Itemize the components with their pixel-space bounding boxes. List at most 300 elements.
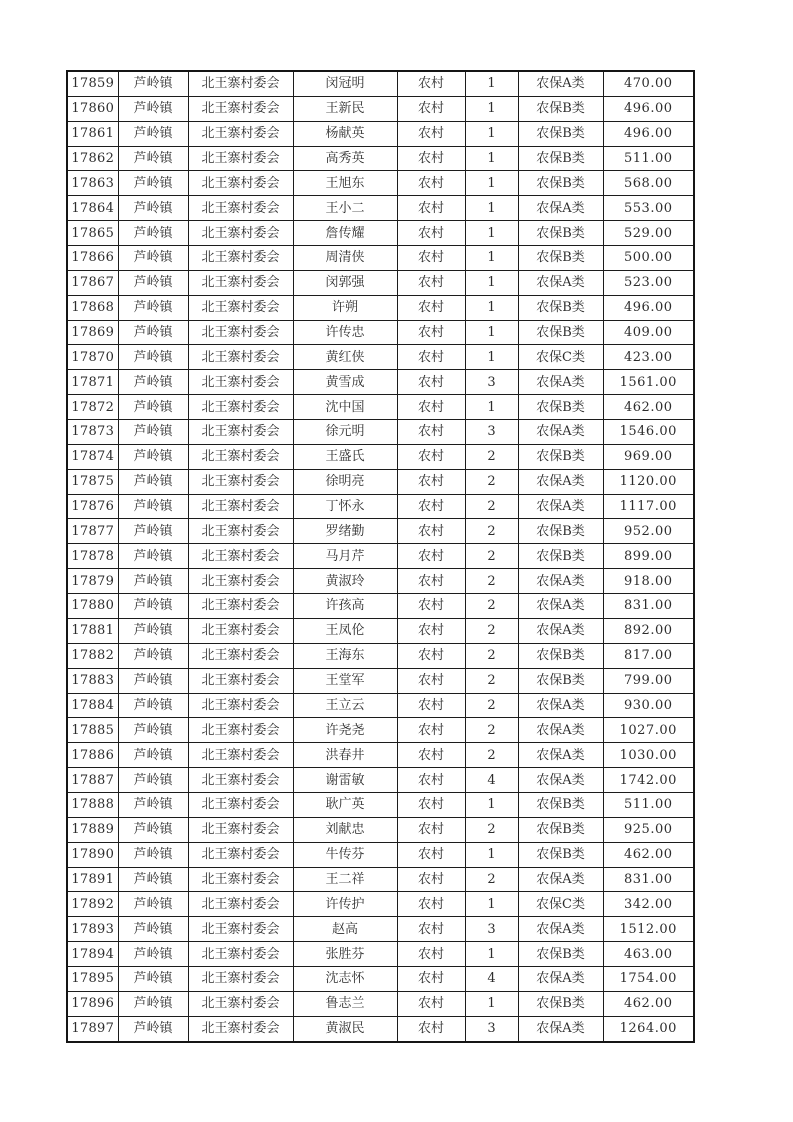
cell-serial: 17870 bbox=[67, 345, 118, 370]
cell-name: 黄雪成 bbox=[293, 370, 397, 395]
cell-village: 北王寨村委会 bbox=[188, 370, 293, 395]
table-body bbox=[67, 71, 694, 1042]
cell-village: 北王寨村委会 bbox=[188, 817, 293, 842]
cell-village: 北王寨村委会 bbox=[188, 146, 293, 171]
table-row bbox=[67, 892, 694, 917]
cell-name: 马月芹 bbox=[293, 544, 397, 569]
cell-town: 芦岭镇 bbox=[118, 494, 188, 519]
cell-count: 2 bbox=[465, 469, 518, 494]
cell-category: 农保B类 bbox=[518, 121, 603, 146]
cell-amount: 1512.00 bbox=[603, 917, 694, 942]
table-row bbox=[67, 792, 694, 817]
cell-name: 王二祥 bbox=[293, 867, 397, 892]
cell-type: 农村 bbox=[397, 668, 465, 693]
cell-town: 芦岭镇 bbox=[118, 693, 188, 718]
cell-type: 农村 bbox=[397, 71, 465, 96]
cell-count: 2 bbox=[465, 718, 518, 743]
table-row bbox=[67, 469, 694, 494]
cell-count: 2 bbox=[465, 618, 518, 643]
cell-category: 农保A类 bbox=[518, 718, 603, 743]
table-row bbox=[67, 196, 694, 221]
table-row bbox=[67, 643, 694, 668]
cell-type: 农村 bbox=[397, 444, 465, 469]
cell-count: 2 bbox=[465, 817, 518, 842]
cell-town: 芦岭镇 bbox=[118, 643, 188, 668]
cell-name: 许传护 bbox=[293, 892, 397, 917]
cell-amount: 1264.00 bbox=[603, 1016, 694, 1042]
cell-type: 农村 bbox=[397, 718, 465, 743]
cell-town: 芦岭镇 bbox=[118, 817, 188, 842]
cell-amount: 952.00 bbox=[603, 519, 694, 544]
cell-count: 3 bbox=[465, 370, 518, 395]
cell-category: 农保A类 bbox=[518, 768, 603, 793]
benefits-roster-table bbox=[66, 70, 695, 1043]
cell-amount: 892.00 bbox=[603, 618, 694, 643]
cell-type: 农村 bbox=[397, 171, 465, 196]
table-row bbox=[67, 444, 694, 469]
cell-village: 北王寨村委会 bbox=[188, 991, 293, 1016]
cell-amount: 1117.00 bbox=[603, 494, 694, 519]
cell-serial: 17889 bbox=[67, 817, 118, 842]
cell-name: 许孩高 bbox=[293, 594, 397, 619]
table-row bbox=[67, 420, 694, 445]
cell-town: 芦岭镇 bbox=[118, 792, 188, 817]
cell-count: 1 bbox=[465, 395, 518, 420]
cell-serial: 17874 bbox=[67, 444, 118, 469]
cell-name: 詹传耀 bbox=[293, 221, 397, 246]
table-row bbox=[67, 768, 694, 793]
cell-village: 北王寨村委会 bbox=[188, 594, 293, 619]
cell-category: 农保B类 bbox=[518, 668, 603, 693]
cell-name: 沈中国 bbox=[293, 395, 397, 420]
cell-town: 芦岭镇 bbox=[118, 991, 188, 1016]
cell-type: 农村 bbox=[397, 370, 465, 395]
cell-name: 王凤伦 bbox=[293, 618, 397, 643]
cell-town: 芦岭镇 bbox=[118, 420, 188, 445]
cell-amount: 1561.00 bbox=[603, 370, 694, 395]
table-row bbox=[67, 693, 694, 718]
cell-village: 北王寨村委会 bbox=[188, 295, 293, 320]
cell-village: 北王寨村委会 bbox=[188, 494, 293, 519]
cell-count: 1 bbox=[465, 320, 518, 345]
cell-count: 2 bbox=[465, 444, 518, 469]
table-row bbox=[67, 345, 694, 370]
cell-type: 农村 bbox=[397, 146, 465, 171]
cell-name: 鲁志兰 bbox=[293, 991, 397, 1016]
cell-serial: 17886 bbox=[67, 743, 118, 768]
cell-category: 农保B类 bbox=[518, 792, 603, 817]
cell-category: 农保B类 bbox=[518, 817, 603, 842]
cell-category: 农保A类 bbox=[518, 370, 603, 395]
cell-town: 芦岭镇 bbox=[118, 71, 188, 96]
cell-name: 周清侠 bbox=[293, 246, 397, 271]
cell-name: 黄淑民 bbox=[293, 1016, 397, 1042]
cell-serial: 17882 bbox=[67, 643, 118, 668]
cell-amount: 831.00 bbox=[603, 867, 694, 892]
cell-count: 1 bbox=[465, 295, 518, 320]
cell-count: 1 bbox=[465, 270, 518, 295]
cell-village: 北王寨村委会 bbox=[188, 917, 293, 942]
cell-town: 芦岭镇 bbox=[118, 917, 188, 942]
cell-village: 北王寨村委会 bbox=[188, 196, 293, 221]
cell-type: 农村 bbox=[397, 842, 465, 867]
cell-amount: 500.00 bbox=[603, 246, 694, 271]
cell-name: 闵冠明 bbox=[293, 71, 397, 96]
cell-type: 农村 bbox=[397, 121, 465, 146]
cell-serial: 17864 bbox=[67, 196, 118, 221]
cell-category: 农保A类 bbox=[518, 743, 603, 768]
cell-town: 芦岭镇 bbox=[118, 96, 188, 121]
cell-type: 农村 bbox=[397, 743, 465, 768]
cell-category: 农保B类 bbox=[518, 246, 603, 271]
cell-count: 1 bbox=[465, 171, 518, 196]
cell-serial: 17877 bbox=[67, 519, 118, 544]
cell-amount: 918.00 bbox=[603, 569, 694, 594]
cell-village: 北王寨村委会 bbox=[188, 71, 293, 96]
cell-serial: 17880 bbox=[67, 594, 118, 619]
cell-category: 农保C类 bbox=[518, 345, 603, 370]
cell-village: 北王寨村委会 bbox=[188, 444, 293, 469]
cell-type: 农村 bbox=[397, 942, 465, 967]
cell-name: 耿广英 bbox=[293, 792, 397, 817]
cell-serial: 17869 bbox=[67, 320, 118, 345]
cell-amount: 1546.00 bbox=[603, 420, 694, 445]
table-row bbox=[67, 867, 694, 892]
cell-serial: 17871 bbox=[67, 370, 118, 395]
cell-type: 农村 bbox=[397, 295, 465, 320]
cell-category: 农保B类 bbox=[518, 544, 603, 569]
cell-town: 芦岭镇 bbox=[118, 121, 188, 146]
cell-category: 农保B类 bbox=[518, 842, 603, 867]
cell-type: 农村 bbox=[397, 270, 465, 295]
cell-serial: 17893 bbox=[67, 917, 118, 942]
cell-name: 赵高 bbox=[293, 917, 397, 942]
cell-type: 农村 bbox=[397, 420, 465, 445]
cell-count: 1 bbox=[465, 942, 518, 967]
cell-village: 北王寨村委会 bbox=[188, 618, 293, 643]
cell-village: 北王寨村委会 bbox=[188, 743, 293, 768]
cell-town: 芦岭镇 bbox=[118, 718, 188, 743]
cell-amount: 568.00 bbox=[603, 171, 694, 196]
table-row bbox=[67, 594, 694, 619]
cell-amount: 496.00 bbox=[603, 295, 694, 320]
cell-category: 农保B类 bbox=[518, 171, 603, 196]
cell-type: 农村 bbox=[397, 594, 465, 619]
table-row bbox=[67, 494, 694, 519]
cell-type: 农村 bbox=[397, 867, 465, 892]
cell-town: 芦岭镇 bbox=[118, 966, 188, 991]
cell-serial: 17868 bbox=[67, 295, 118, 320]
cell-category: 农保B类 bbox=[518, 146, 603, 171]
table-row bbox=[67, 569, 694, 594]
cell-village: 北王寨村委会 bbox=[188, 966, 293, 991]
cell-category: 农保B类 bbox=[518, 395, 603, 420]
cell-amount: 409.00 bbox=[603, 320, 694, 345]
cell-category: 农保A类 bbox=[518, 693, 603, 718]
cell-village: 北王寨村委会 bbox=[188, 867, 293, 892]
cell-village: 北王寨村委会 bbox=[188, 768, 293, 793]
cell-town: 芦岭镇 bbox=[118, 196, 188, 221]
cell-village: 北王寨村委会 bbox=[188, 569, 293, 594]
cell-village: 北王寨村委会 bbox=[188, 96, 293, 121]
cell-amount: 470.00 bbox=[603, 71, 694, 96]
cell-name: 王小二 bbox=[293, 196, 397, 221]
cell-village: 北王寨村委会 bbox=[188, 320, 293, 345]
cell-name: 许尧尧 bbox=[293, 718, 397, 743]
cell-serial: 17860 bbox=[67, 96, 118, 121]
cell-town: 芦岭镇 bbox=[118, 246, 188, 271]
cell-serial: 17862 bbox=[67, 146, 118, 171]
cell-name: 徐元明 bbox=[293, 420, 397, 445]
cell-town: 芦岭镇 bbox=[118, 519, 188, 544]
table-row bbox=[67, 942, 694, 967]
cell-type: 农村 bbox=[397, 96, 465, 121]
cell-serial: 17863 bbox=[67, 171, 118, 196]
cell-serial: 17873 bbox=[67, 420, 118, 445]
cell-type: 农村 bbox=[397, 917, 465, 942]
cell-village: 北王寨村委会 bbox=[188, 643, 293, 668]
table-row bbox=[67, 270, 694, 295]
cell-name: 罗绪勤 bbox=[293, 519, 397, 544]
table-row bbox=[67, 221, 694, 246]
table-row bbox=[67, 668, 694, 693]
cell-type: 农村 bbox=[397, 1016, 465, 1042]
cell-serial: 17892 bbox=[67, 892, 118, 917]
cell-name: 徐明亮 bbox=[293, 469, 397, 494]
cell-serial: 17894 bbox=[67, 942, 118, 967]
table-row bbox=[67, 544, 694, 569]
table-row bbox=[67, 618, 694, 643]
cell-name: 丁怀永 bbox=[293, 494, 397, 519]
cell-type: 农村 bbox=[397, 817, 465, 842]
cell-serial: 17861 bbox=[67, 121, 118, 146]
cell-serial: 17875 bbox=[67, 469, 118, 494]
cell-count: 1 bbox=[465, 221, 518, 246]
cell-town: 芦岭镇 bbox=[118, 942, 188, 967]
cell-town: 芦岭镇 bbox=[118, 345, 188, 370]
cell-count: 1 bbox=[465, 345, 518, 370]
cell-amount: 511.00 bbox=[603, 146, 694, 171]
cell-category: 农保A类 bbox=[518, 270, 603, 295]
cell-count: 2 bbox=[465, 643, 518, 668]
cell-village: 北王寨村委会 bbox=[188, 345, 293, 370]
cell-type: 农村 bbox=[397, 768, 465, 793]
cell-town: 芦岭镇 bbox=[118, 221, 188, 246]
table-row bbox=[67, 121, 694, 146]
table-row bbox=[67, 842, 694, 867]
cell-count: 2 bbox=[465, 743, 518, 768]
cell-count: 2 bbox=[465, 494, 518, 519]
cell-town: 芦岭镇 bbox=[118, 469, 188, 494]
cell-serial: 17878 bbox=[67, 544, 118, 569]
cell-village: 北王寨村委会 bbox=[188, 395, 293, 420]
cell-count: 1 bbox=[465, 96, 518, 121]
cell-village: 北王寨村委会 bbox=[188, 718, 293, 743]
cell-village: 北王寨村委会 bbox=[188, 221, 293, 246]
cell-serial: 17867 bbox=[67, 270, 118, 295]
cell-name: 王旭东 bbox=[293, 171, 397, 196]
cell-town: 芦岭镇 bbox=[118, 668, 188, 693]
cell-town: 芦岭镇 bbox=[118, 171, 188, 196]
cell-village: 北王寨村委会 bbox=[188, 693, 293, 718]
cell-category: 农保A类 bbox=[518, 618, 603, 643]
cell-village: 北王寨村委会 bbox=[188, 121, 293, 146]
cell-village: 北王寨村委会 bbox=[188, 519, 293, 544]
cell-type: 农村 bbox=[397, 693, 465, 718]
table-row bbox=[67, 320, 694, 345]
cell-amount: 462.00 bbox=[603, 395, 694, 420]
cell-category: 农保B类 bbox=[518, 96, 603, 121]
cell-type: 农村 bbox=[397, 395, 465, 420]
cell-amount: 529.00 bbox=[603, 221, 694, 246]
cell-category: 农保B类 bbox=[518, 991, 603, 1016]
cell-type: 农村 bbox=[397, 519, 465, 544]
cell-village: 北王寨村委会 bbox=[188, 942, 293, 967]
cell-town: 芦岭镇 bbox=[118, 842, 188, 867]
cell-count: 2 bbox=[465, 544, 518, 569]
table-row bbox=[67, 370, 694, 395]
cell-serial: 17865 bbox=[67, 221, 118, 246]
cell-amount: 1742.00 bbox=[603, 768, 694, 793]
cell-town: 芦岭镇 bbox=[118, 743, 188, 768]
cell-name: 许传忠 bbox=[293, 320, 397, 345]
table-row bbox=[67, 917, 694, 942]
cell-town: 芦岭镇 bbox=[118, 295, 188, 320]
cell-name: 许朔 bbox=[293, 295, 397, 320]
cell-name: 黄淑玲 bbox=[293, 569, 397, 594]
cell-name: 高秀英 bbox=[293, 146, 397, 171]
cell-amount: 930.00 bbox=[603, 693, 694, 718]
cell-type: 农村 bbox=[397, 469, 465, 494]
cell-category: 农保A类 bbox=[518, 494, 603, 519]
cell-count: 3 bbox=[465, 420, 518, 445]
table-row bbox=[67, 991, 694, 1016]
table-row bbox=[67, 295, 694, 320]
cell-town: 芦岭镇 bbox=[118, 867, 188, 892]
cell-count: 1 bbox=[465, 842, 518, 867]
cell-serial: 17866 bbox=[67, 246, 118, 271]
cell-count: 3 bbox=[465, 917, 518, 942]
table-row bbox=[67, 96, 694, 121]
cell-category: 农保A类 bbox=[518, 196, 603, 221]
cell-village: 北王寨村委会 bbox=[188, 668, 293, 693]
cell-count: 3 bbox=[465, 1016, 518, 1042]
cell-village: 北王寨村委会 bbox=[188, 792, 293, 817]
cell-amount: 1754.00 bbox=[603, 966, 694, 991]
cell-town: 芦岭镇 bbox=[118, 569, 188, 594]
table-row bbox=[67, 171, 694, 196]
cell-amount: 1030.00 bbox=[603, 743, 694, 768]
cell-type: 农村 bbox=[397, 618, 465, 643]
cell-count: 1 bbox=[465, 246, 518, 271]
cell-count: 1 bbox=[465, 892, 518, 917]
cell-name: 闵郭强 bbox=[293, 270, 397, 295]
cell-category: 农保B类 bbox=[518, 320, 603, 345]
cell-town: 芦岭镇 bbox=[118, 594, 188, 619]
cell-category: 农保A类 bbox=[518, 867, 603, 892]
cell-type: 农村 bbox=[397, 345, 465, 370]
cell-count: 2 bbox=[465, 693, 518, 718]
cell-category: 农保B类 bbox=[518, 221, 603, 246]
cell-name: 沈志怀 bbox=[293, 966, 397, 991]
cell-amount: 496.00 bbox=[603, 96, 694, 121]
cell-amount: 969.00 bbox=[603, 444, 694, 469]
cell-count: 2 bbox=[465, 569, 518, 594]
cell-serial: 17888 bbox=[67, 792, 118, 817]
cell-name: 王立云 bbox=[293, 693, 397, 718]
cell-amount: 553.00 bbox=[603, 196, 694, 221]
cell-town: 芦岭镇 bbox=[118, 1016, 188, 1042]
cell-serial: 17897 bbox=[67, 1016, 118, 1042]
cell-town: 芦岭镇 bbox=[118, 395, 188, 420]
cell-name: 杨献英 bbox=[293, 121, 397, 146]
cell-count: 4 bbox=[465, 768, 518, 793]
cell-amount: 496.00 bbox=[603, 121, 694, 146]
table-row bbox=[67, 966, 694, 991]
cell-amount: 817.00 bbox=[603, 643, 694, 668]
cell-serial: 17895 bbox=[67, 966, 118, 991]
cell-amount: 1120.00 bbox=[603, 469, 694, 494]
cell-name: 刘献忠 bbox=[293, 817, 397, 842]
cell-serial: 17879 bbox=[67, 569, 118, 594]
cell-town: 芦岭镇 bbox=[118, 892, 188, 917]
table-row bbox=[67, 71, 694, 96]
table-row bbox=[67, 246, 694, 271]
cell-category: 农保A类 bbox=[518, 917, 603, 942]
cell-category: 农保A类 bbox=[518, 420, 603, 445]
cell-amount: 342.00 bbox=[603, 892, 694, 917]
table-row bbox=[67, 146, 694, 171]
cell-type: 农村 bbox=[397, 892, 465, 917]
cell-category: 农保B类 bbox=[518, 643, 603, 668]
cell-amount: 423.00 bbox=[603, 345, 694, 370]
cell-village: 北王寨村委会 bbox=[188, 842, 293, 867]
cell-count: 2 bbox=[465, 867, 518, 892]
cell-type: 农村 bbox=[397, 221, 465, 246]
cell-category: 农保A类 bbox=[518, 1016, 603, 1042]
cell-town: 芦岭镇 bbox=[118, 320, 188, 345]
cell-category: 农保B类 bbox=[518, 519, 603, 544]
cell-serial: 17896 bbox=[67, 991, 118, 1016]
cell-category: 农保A类 bbox=[518, 71, 603, 96]
cell-amount: 899.00 bbox=[603, 544, 694, 569]
cell-village: 北王寨村委会 bbox=[188, 420, 293, 445]
cell-town: 芦岭镇 bbox=[118, 618, 188, 643]
cell-town: 芦岭镇 bbox=[118, 444, 188, 469]
cell-type: 农村 bbox=[397, 494, 465, 519]
table-row bbox=[67, 395, 694, 420]
cell-type: 农村 bbox=[397, 246, 465, 271]
table-row bbox=[67, 817, 694, 842]
cell-count: 2 bbox=[465, 594, 518, 619]
cell-type: 农村 bbox=[397, 643, 465, 668]
cell-count: 1 bbox=[465, 71, 518, 96]
cell-name: 王新民 bbox=[293, 96, 397, 121]
cell-amount: 925.00 bbox=[603, 817, 694, 842]
cell-serial: 17859 bbox=[67, 71, 118, 96]
cell-category: 农保A类 bbox=[518, 594, 603, 619]
cell-town: 芦岭镇 bbox=[118, 544, 188, 569]
cell-village: 北王寨村委会 bbox=[188, 544, 293, 569]
cell-count: 2 bbox=[465, 668, 518, 693]
cell-serial: 17884 bbox=[67, 693, 118, 718]
cell-name: 王堂军 bbox=[293, 668, 397, 693]
cell-count: 1 bbox=[465, 991, 518, 1016]
cell-name: 谢雷敏 bbox=[293, 768, 397, 793]
cell-serial: 17876 bbox=[67, 494, 118, 519]
cell-village: 北王寨村委会 bbox=[188, 892, 293, 917]
cell-name: 洪春井 bbox=[293, 743, 397, 768]
